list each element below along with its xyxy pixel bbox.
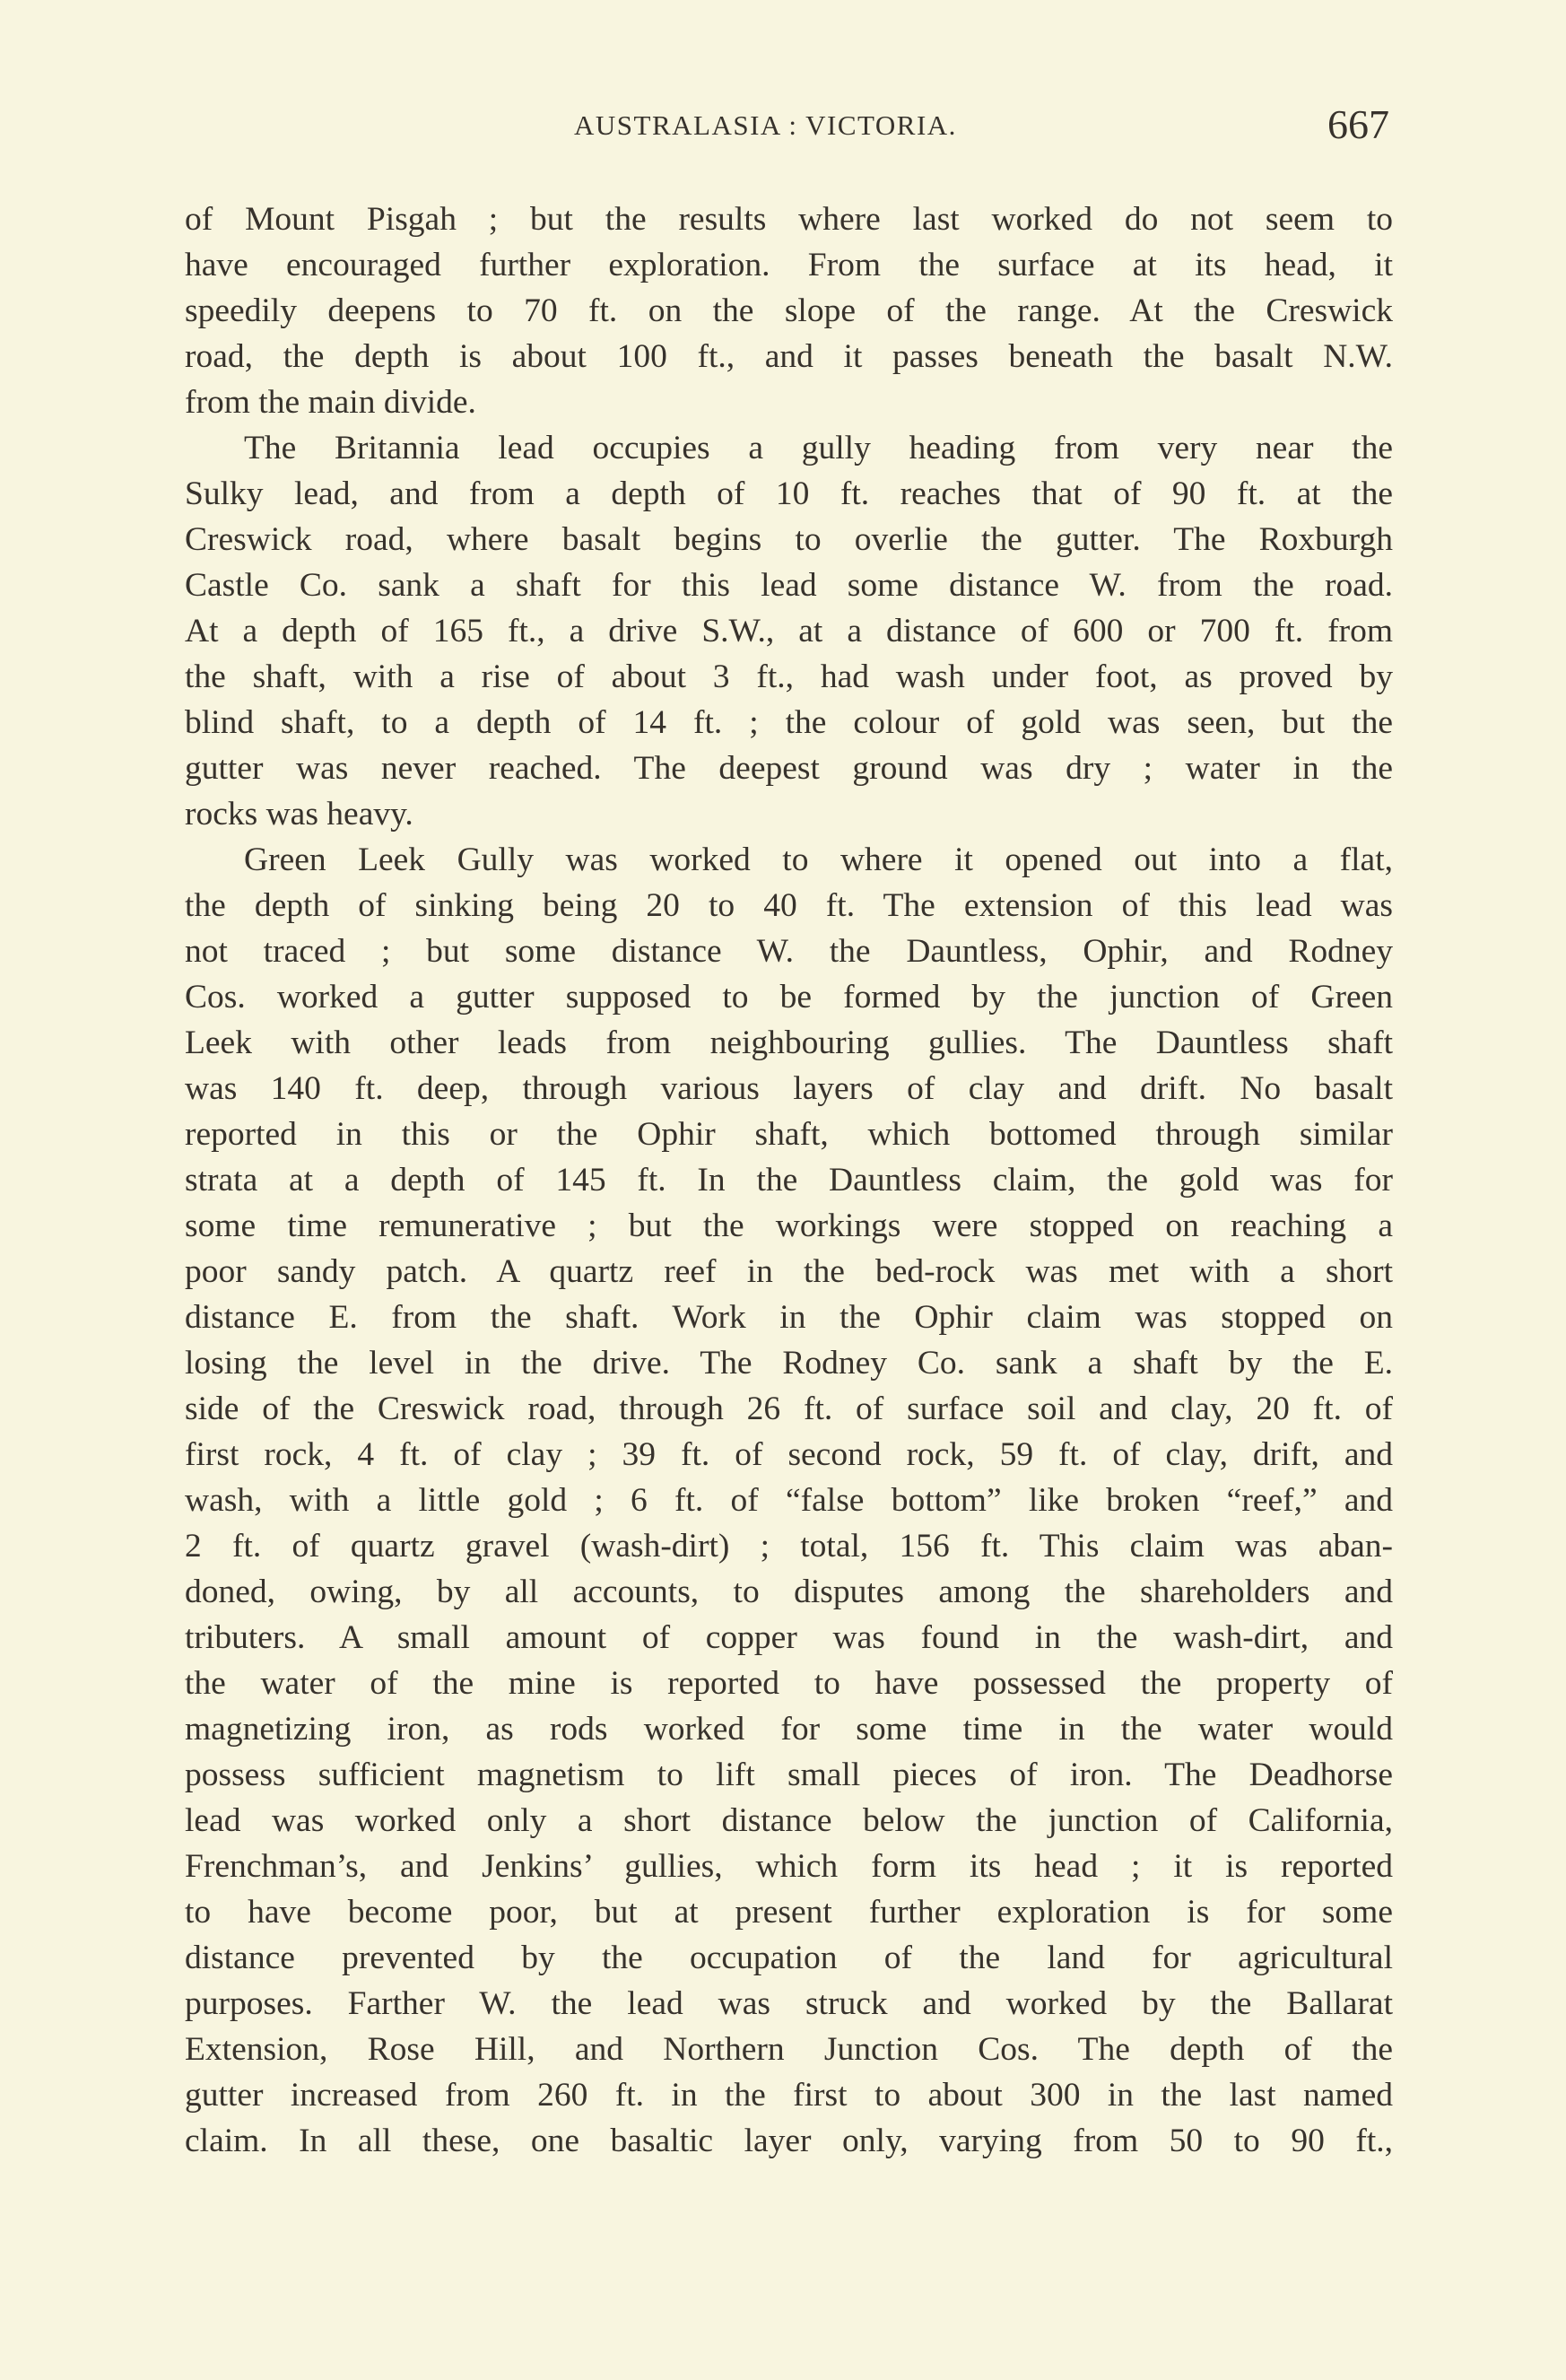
text-line: At a depth of 165 ft., a drive S.W., at a distance of 600 or 700 ft. from: [185, 613, 1393, 649]
text-line: poor sandy patch. A quartz reef in the bed-rock was met with a short: [185, 1253, 1393, 1290]
text-line: from the main divide.: [185, 384, 476, 421]
text-line: was 140 ft. deep, through various layers of clay and drift. No basalt: [185, 1070, 1393, 1107]
text-line: wash, with a little gold ; 6 ft. of “false bottom” like broken “reef,” and: [185, 1482, 1393, 1519]
text-line: some time remunerative ; but the workings were stopped on reaching a: [185, 1207, 1393, 1244]
text-line: the water of the mine is reported to have possessed the property of: [185, 1665, 1393, 1702]
body-text: [185, 196, 1393, 2164]
text-line: purposes. Farther W. the lead was struck and worked by the Ballarat: [185, 1985, 1393, 2022]
text-line: doned, owing, by all accounts, to disputes among the shareholders and: [185, 1574, 1393, 1610]
text-line: Extension, Rose Hill, and Northern Junction Cos. The depth of the: [185, 2031, 1393, 2068]
text-line: the depth of sinking being 20 to 40 ft. The extension of this lead was: [185, 887, 1393, 924]
text-line: The Britannia lead occupies a gully heading from very near the: [244, 430, 1393, 466]
text-line: Frenchman’s, and Jenkins’ gullies, which form its head ; it is reported: [185, 1848, 1393, 1885]
running-head: AUSTRALASIA : VICTORIA.: [574, 109, 957, 141]
text-line: speedily deepens to 70 ft. on the slope of the range. At the Creswick: [185, 292, 1393, 329]
text-line: lead was worked only a short distance below the junction of California,: [185, 1802, 1393, 1839]
text-line: Castle Co. sank a shaft for this lead some distance W. from the road.: [185, 567, 1393, 604]
text-line: side of the Creswick road, through 26 ft. of surface soil and clay, 20 ft. of: [185, 1391, 1393, 1427]
text-line: Green Leek Gully was worked to where it opened out into a flat,: [244, 841, 1393, 878]
text-line: tributers. A small amount of copper was found in the wash-dirt, and: [185, 1619, 1393, 1656]
text-line: distance prevented by the occupation of the land for agricultural: [185, 1940, 1393, 1976]
text-line: losing the level in the drive. The Rodney Co. sank a shaft by the E.: [185, 1345, 1393, 1382]
text-line: the shaft, with a rise of about 3 ft., had wash under foot, as proved by: [185, 658, 1393, 695]
text-line: 2 ft. of quartz gravel (wash-dirt) ; total, 156 ft. This claim was aban-: [185, 1528, 1393, 1565]
text-line: first rock, 4 ft. of clay ; 39 ft. of second rock, 59 ft. of clay, drift, and: [185, 1436, 1393, 1473]
text-line: strata at a depth of 145 ft. In the Dauntless claim, the gold was for: [185, 1162, 1393, 1199]
text-line: not traced ; but some distance W. the Dauntless, Ophir, and Rodney: [185, 933, 1393, 970]
text-line: have encouraged further exploration. From the surface at its head, it: [185, 247, 1393, 283]
text-line: Sulky lead, and from a depth of 10 ft. reaches that of 90 ft. at the: [185, 475, 1393, 512]
text-line: blind shaft, to a depth of 14 ft. ; the colour of gold was seen, but the: [185, 704, 1393, 741]
page-number: 667: [1327, 101, 1389, 147]
text-line: magnetizing iron, as rods worked for some time in the water would: [185, 1711, 1393, 1748]
text-line: Cos. worked a gutter supposed to be formed by the junction of Green: [185, 979, 1393, 1016]
text-line: to have become poor, but at present further exploration is for some: [185, 1894, 1393, 1931]
text-line: Creswick road, where basalt begins to overlie the gutter. The Roxburgh: [185, 521, 1393, 558]
text-line: claim. In all these, one basaltic layer only, varying from 50 to 90 ft.,: [185, 2123, 1393, 2159]
text-line: reported in this or the Ophir shaft, which bottomed through similar: [185, 1116, 1393, 1153]
text-line: rocks was heavy.: [185, 796, 413, 833]
text-line: Leek with other leads from neighbouring gullies. The Dauntless shaft: [185, 1024, 1393, 1061]
text-line: distance E. from the shaft. Work in the Ophir claim was stopped on: [185, 1299, 1393, 1336]
text-line: road, the depth is about 100 ft., and it passes beneath the basalt N.W.: [185, 338, 1393, 375]
text-line: possess sufficient magnetism to lift small pieces of iron. The Deadhorse: [185, 1757, 1393, 1793]
text-line: of Mount Pisgah ; but the results where last worked do not seem to: [185, 201, 1393, 238]
text-line: gutter was never reached. The deepest ground was dry ; water in the: [185, 750, 1393, 787]
text-line: gutter increased from 260 ft. in the first to about 300 in the last named: [185, 2077, 1393, 2114]
